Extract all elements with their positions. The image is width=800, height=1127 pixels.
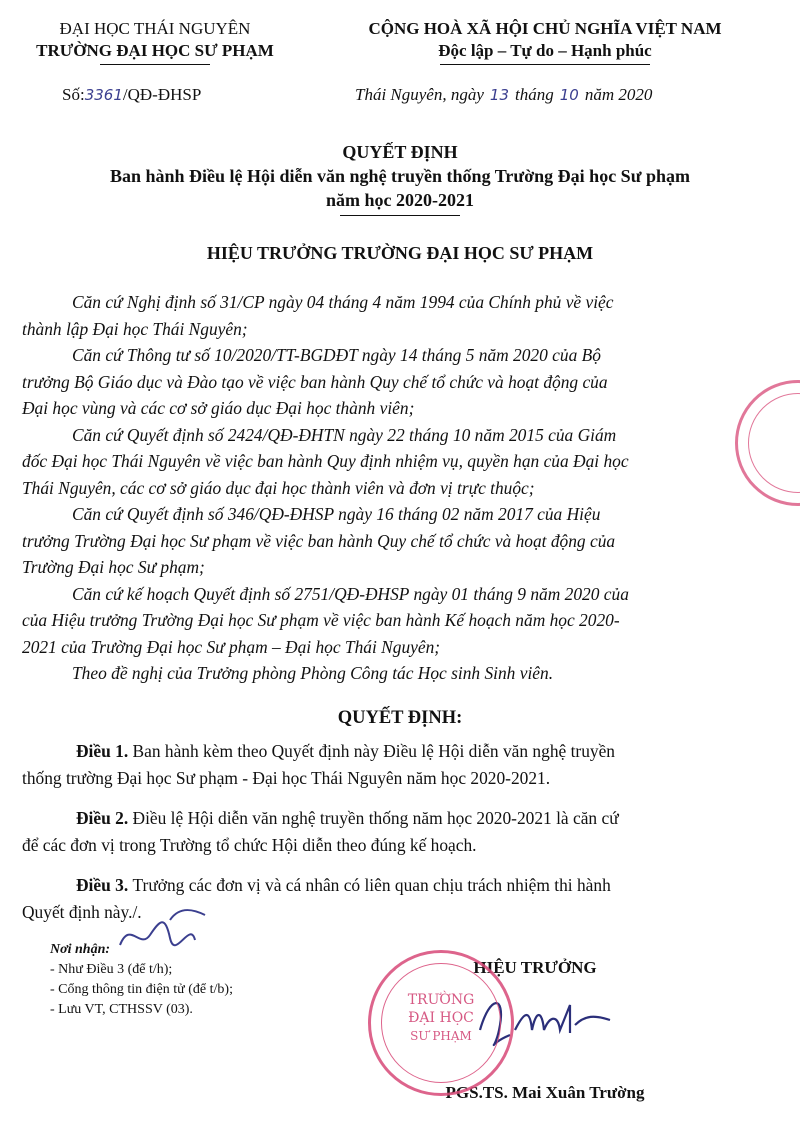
decision-heading: QUYẾT ĐỊNH:	[337, 708, 463, 728]
authority-heading: HIỆU TRƯỞNG TRƯỜNG ĐẠI HỌC SƯ PHẠM	[206, 243, 594, 263]
article-label: Điều 1.	[76, 741, 133, 761]
preamble-line: Trường Đại học Sư phạm;	[22, 557, 205, 577]
article-label: Điều 3.	[76, 875, 133, 895]
national-motto-block	[300, 18, 790, 65]
signatory-name: PGS.TS. Mai Xuân Trường	[445, 1083, 645, 1102]
date-prefix: Thái Nguyên, ngày	[355, 85, 484, 104]
preamble-line: Căn cứ Nghị định số 31/CP ngày 04 tháng 4 năm 1994 của Chính phủ về việc	[72, 292, 614, 312]
article	[22, 805, 774, 858]
date-mid: tháng	[515, 85, 554, 104]
preamble-line: Căn cứ Quyết định số 346/QĐ-ĐHSP ngày 16 tháng 02 năm 2017 của Hiệu	[72, 504, 601, 524]
number-handwritten: 3361	[84, 86, 123, 104]
title-underline	[340, 215, 460, 216]
document-subtitle-1: Ban hành Điều lệ Hội diễn văn nghệ truyền thống Trường Đại học Sư phạm	[109, 166, 691, 186]
recipients-label: Nơi nhận:	[50, 942, 111, 957]
preamble-line: đốc Đại học Thái Nguyên về việc ban hành Quy định nhiệm vụ, quyền hạn của Đại học	[22, 451, 629, 471]
preamble-line: Căn cứ Quyết định số 2424/QĐ-ĐHTN ngày 22 tháng 10 năm 2015 của Giám	[72, 424, 617, 445]
motto-underline	[440, 64, 650, 65]
national-motto: Độc lập – Tự do – Hạnh phúc	[438, 41, 652, 60]
document-subtitle-2: năm học 2020-2021	[326, 190, 474, 210]
seal-line-2: ĐẠI HỌC	[408, 1010, 474, 1026]
date-day: 13	[489, 86, 509, 104]
preamble-line: Thái Nguyên, các cơ sở giáo dục đại học thành viên và đơn vị trực thuộc;	[22, 477, 535, 498]
seal-line-3: SƯ PHẠM	[410, 1029, 472, 1043]
preamble-line: thành lập Đại học Thái Nguyên;	[22, 318, 248, 339]
preamble-line: của Hiệu trưởng Trường Đại học Sư phạm về việc ban hành Kế hoạch năm học 2020-	[22, 610, 620, 630]
signatory-role: HIỆU TRƯỞNG	[473, 958, 597, 977]
issuer-school: TRƯỜNG ĐẠI HỌC SƯ PHẠM	[36, 41, 274, 60]
number-suffix: /QĐ-ĐHSP	[122, 85, 202, 104]
preamble-line: Đại học vùng và các cơ sở giáo dục Đại học thành viên;	[22, 398, 415, 418]
initial-signature-icon	[110, 900, 220, 960]
article-line: Quyết định này./.	[22, 901, 142, 922]
article	[22, 738, 774, 791]
article-line: Điều 2. Điều lệ Hội diễn văn nghệ truyền thống năm học 2020-2021 là căn cứ	[76, 808, 619, 828]
preamble-line: Căn cứ kế hoạch Quyết định số 2751/QĐ-ĐHSP ngày 01 tháng 9 năm 2020 của	[72, 583, 629, 604]
preamble-line: 2021 của Trường Đại học Sư phạm – Đại học Thái Nguyên;	[22, 636, 441, 657]
recipient-item: - Cổng thông tin điện tử (để t/b);	[50, 982, 233, 997]
preamble-line: trưởng Bộ Giáo dục và Đào tạo về việc ban hành Quy chế tổ chức và hoạt động của	[22, 371, 608, 392]
recipient-item: - Như Điều 3 (để t/h);	[50, 962, 173, 977]
preamble-line: trưởng Trường Đại học Sư phạm về việc ban hành Quy chế tổ chức và hoạt động của	[22, 530, 616, 551]
article-line: Điều 1. Ban hành kèm theo Quyết định này Điều lệ Hội diễn văn nghệ truyền	[76, 741, 616, 761]
article-line: Điều 3. Trưởng các đơn vị và cá nhân có liên quan chịu trách nhiệm thi hành	[76, 875, 611, 895]
seal-line-1: TRƯỜNG	[407, 992, 475, 1008]
article-label: Điều 2.	[76, 808, 133, 828]
recipients-list	[50, 960, 350, 1020]
number-prefix: Số:	[62, 85, 85, 104]
document-number	[62, 84, 201, 106]
issue-date	[355, 84, 652, 106]
issuer-block	[20, 18, 290, 65]
preamble-line: Theo đề nghị của Trưởng phòng Phòng Công tác Học sinh Sinh viên.	[72, 663, 554, 683]
national-title: CỘNG HOÀ XÃ HỘI CHỦ NGHĨA VIỆT NAM	[368, 19, 722, 38]
preamble	[22, 289, 774, 687]
issuer-university: ĐẠI HỌC THÁI NGUYÊN	[59, 19, 251, 38]
issuer-underline	[100, 64, 210, 65]
article-line: thống trường Đại học Sư phạm - Đại học Thái Nguyên năm học 2020-2021.	[22, 767, 551, 788]
date-month: 10	[559, 86, 579, 104]
date-suffix: năm 2020	[584, 85, 653, 104]
title-block	[0, 140, 800, 216]
document-heading: QUYẾT ĐỊNH	[342, 142, 458, 162]
recipient-item: - Lưu VT, CTHSSV (03).	[50, 1002, 193, 1017]
preamble-line: Căn cứ Thông tư số 10/2020/TT-BGDĐT ngày 14 tháng 5 năm 2020 của Bộ	[72, 345, 601, 365]
official-seal	[368, 950, 514, 1096]
article-line: để các đơn vị trong Trường tổ chức Hội diễn theo đúng kế hoạch.	[22, 834, 477, 855]
